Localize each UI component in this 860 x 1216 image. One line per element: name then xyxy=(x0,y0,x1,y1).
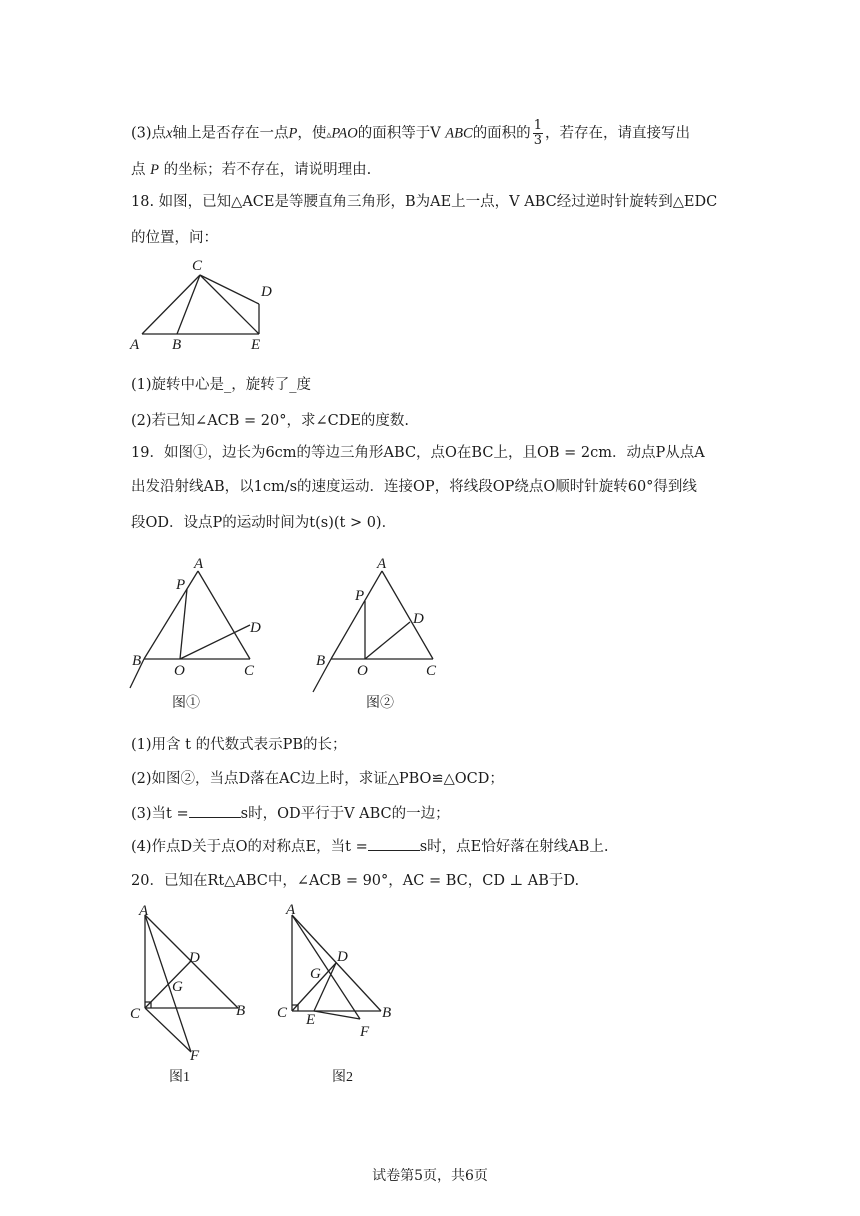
label-P: P xyxy=(176,577,186,593)
label-B: B xyxy=(236,1003,246,1019)
q19-line2: 出发沿射线AB，以1cm/s的速度运动．连接OP，将线段OP绕点O顺时针旋转60°得到线 xyxy=(131,479,697,495)
q19-part3: (3)当t = s时，OD平行于V ABC的一边； xyxy=(131,806,450,822)
q18-intro-line1: 18. 如图，已知△ACE是等腰直角三角形，B为AE上一点，V ABC经过逆时针旋转到△EDC xyxy=(131,194,718,210)
label-F: F xyxy=(190,1048,200,1064)
q19-line3: 段OD．设点P的运动时间为t(s)(t > 0)． xyxy=(131,515,397,531)
label-A: A xyxy=(130,337,140,353)
label-A: A xyxy=(194,556,204,572)
q20-line1: 20．已知在Rt△ABC中，∠ACB = 90°，AC = BC，CD ⊥ AB于D. xyxy=(131,873,580,889)
q20-figure-2 xyxy=(274,900,404,1090)
one-third-fraction: $\frac{1}{3}$ xyxy=(533,118,542,148)
figure-caption-2: 图2 xyxy=(332,1070,353,1085)
label-O: O xyxy=(357,663,368,679)
figure-caption-2: 图② xyxy=(366,696,394,711)
q19-line1: 19．如图①，边长为6cm的等边三角形ABC，点O在BC上，且OB = 2cm．动点P从点A xyxy=(131,445,705,461)
label-B: B xyxy=(132,653,142,669)
label-E: E xyxy=(306,1012,316,1028)
figure-caption-1: 图1 xyxy=(169,1070,190,1085)
q19-figure-1 xyxy=(128,555,268,715)
label-C: C xyxy=(244,663,255,679)
label-D: D xyxy=(189,950,200,966)
q19-figure-2 xyxy=(311,555,451,715)
q18-intro-line2: 的位置，问： xyxy=(131,230,218,246)
answer-blank-3 xyxy=(189,805,241,818)
label-C: C xyxy=(426,663,437,679)
label-B: B xyxy=(316,653,326,669)
q19-part4: (4)作点D关于点O的对称点E，当t = s时，点E恰好落在射线AB上. xyxy=(131,839,609,855)
label-A: A xyxy=(286,902,296,918)
label-B: B xyxy=(382,1005,392,1021)
label-C: C xyxy=(277,1005,288,1021)
q18-figure xyxy=(128,258,278,353)
label-A: A xyxy=(139,903,149,919)
q18-part1: (1)旋转中心是_，旋转了_度 xyxy=(131,377,312,393)
label-D: D xyxy=(337,949,348,965)
label-F: F xyxy=(360,1024,370,1040)
label-P: P xyxy=(355,588,365,604)
label-C: C xyxy=(192,258,203,274)
label-G: G xyxy=(172,979,183,995)
q20-figure-1 xyxy=(128,900,258,1090)
label-O: O xyxy=(174,663,185,679)
q19-part2: (2)如图②，当点D落在AC边上时，求证△PBO≌△OCD； xyxy=(131,771,504,787)
label-A: A xyxy=(377,556,387,572)
answer-blank-4 xyxy=(368,838,420,851)
page-footer: 试卷第5页，共6页 xyxy=(372,1168,488,1184)
label-D: D xyxy=(413,611,424,627)
label-C: C xyxy=(130,1006,141,1022)
q17-part3-line1: (3)点x轴上是否存在一点P，使▵PAO的面积等于V ABC的面积的 $\frac{1}{3}$ ，若存在，请直接写出 xyxy=(131,118,690,148)
label-D: D xyxy=(261,284,272,300)
label-G: G xyxy=(310,966,321,982)
q17-part3-line2: 点 P 的坐标；若不存在，请说明理由. xyxy=(131,162,372,178)
figure-caption-1: 图① xyxy=(172,696,200,711)
q19-part1: (1)用含 t 的代数式表示PB的长； xyxy=(131,737,347,753)
label-E: E xyxy=(251,337,261,353)
label-D: D xyxy=(250,620,261,636)
label-B: B xyxy=(172,337,182,353)
q18-part2: (2)若已知∠ACB = 20°，求∠CDE的度数. xyxy=(131,413,410,429)
